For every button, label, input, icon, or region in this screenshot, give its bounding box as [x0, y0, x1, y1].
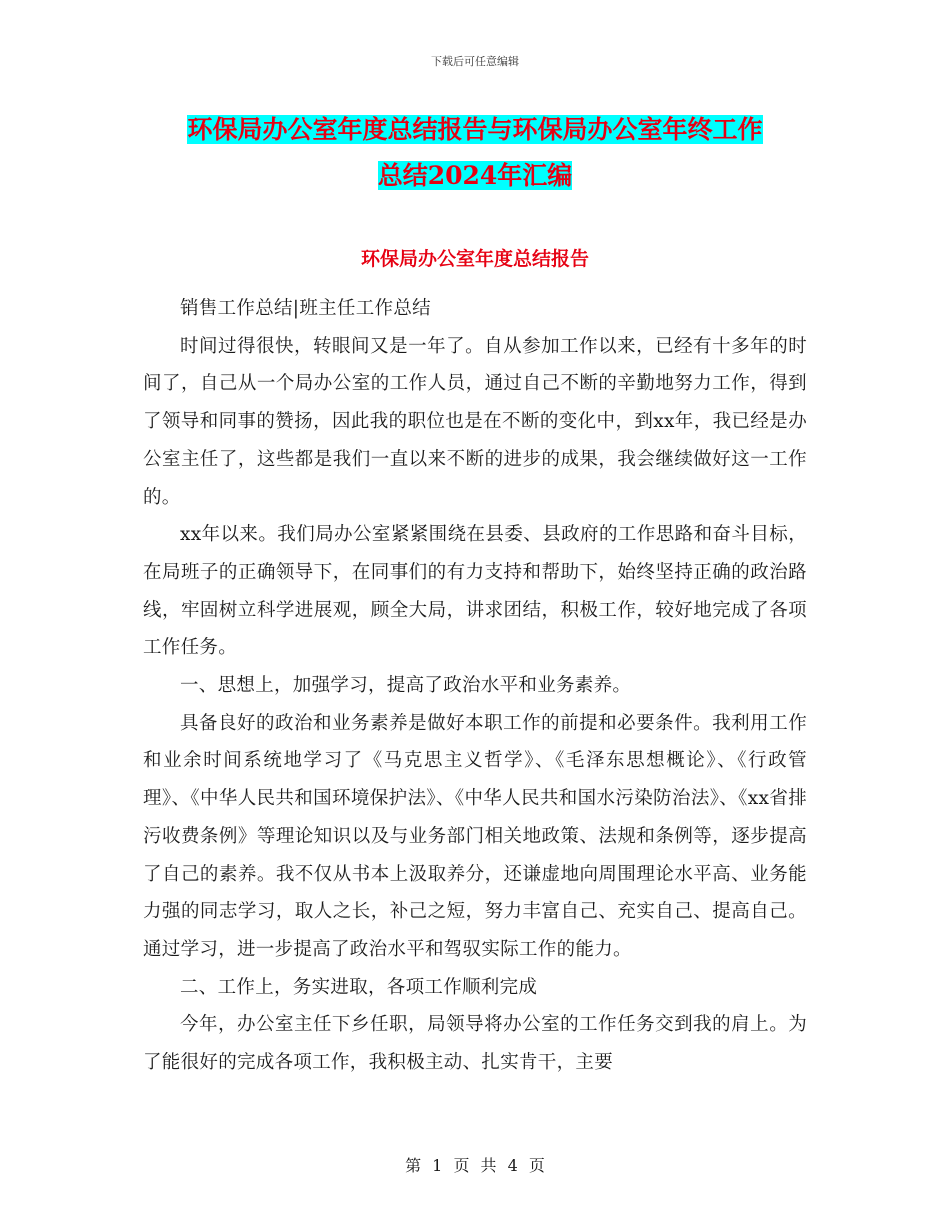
header-note: 下载后可任意编辑 [431, 55, 519, 68]
paragraph: 具备良好的政治和业务素养是做好本职工作的前提和必要条件。我利用工作和业余时间系统地学习了《马克思主义哲学》、《毛泽东思想概论》、《行政管理》、《中华人民共和国环境保护法》、《中华人民共和国水污染防治法》、《xx省排污收费条例》等理论知识以及与业务部门相关地政策、法规和条例等，逐步提高了自己的素养。我不仅从书本上汲取养分，还谦虚地向周围理论水平高、业务能力强的同志学习，取人之长，补己之短，努力丰富自己、充实自己、提高自己。通过学习，进一步提高了政治水平和驾驭实际工作的能力。 [143, 712, 807, 960]
document-title-line1: 环保局办公室年度总结报告与环保局办公室年终工作 [187, 115, 763, 144]
paragraph: xx年以来。我们局办公室紧紧围绕在县委、县政府的工作思路和奋斗目标，在局班子的正确领导下，在同事们的有力支持和帮助下，始终坚持正确的政治路线，牢固树立科学进展观，顾全大局，讲求团结，积极工作，较好地完成了各项工作任务。 [143, 524, 807, 659]
paragraph: 时间过得很快，转眼间又是一年了。自从参加工作以来，已经有十多年的时间了，自己从一个局办公室的工作人员，通过自己不断的辛勤地努力工作，得到了领导和同事的赞扬，因此我的职位也是在不断的变化中，到xx年，我已经是办公室主任了，这些都是我们一直以来不断的进步的成果，我会继续做好这一工作的。 [143, 335, 807, 508]
page-number-footer: 第 1 页 共 4 页 [405, 1156, 545, 1175]
paragraph: 二、工作上，务实进取，各项工作顺利完成 [180, 976, 538, 998]
document-title-line2: 总结2024年汇编 [377, 161, 573, 190]
section-title: 环保局办公室年度总结报告 [360, 248, 589, 270]
document-title [140, 107, 810, 199]
body-text [143, 290, 807, 1082]
paragraph: 销售工作总结|班主任工作总结 [180, 298, 431, 319]
paragraph: 今年，办公室主任下乡任职，局领导将办公室的工作任务交到我的肩上。为了能很好的完成各项工作，我积极主动、扎实肯干，主要 [143, 1014, 807, 1074]
paragraph: 一、思想上，加强学习，提高了政治水平和业务素养。 [180, 675, 632, 697]
